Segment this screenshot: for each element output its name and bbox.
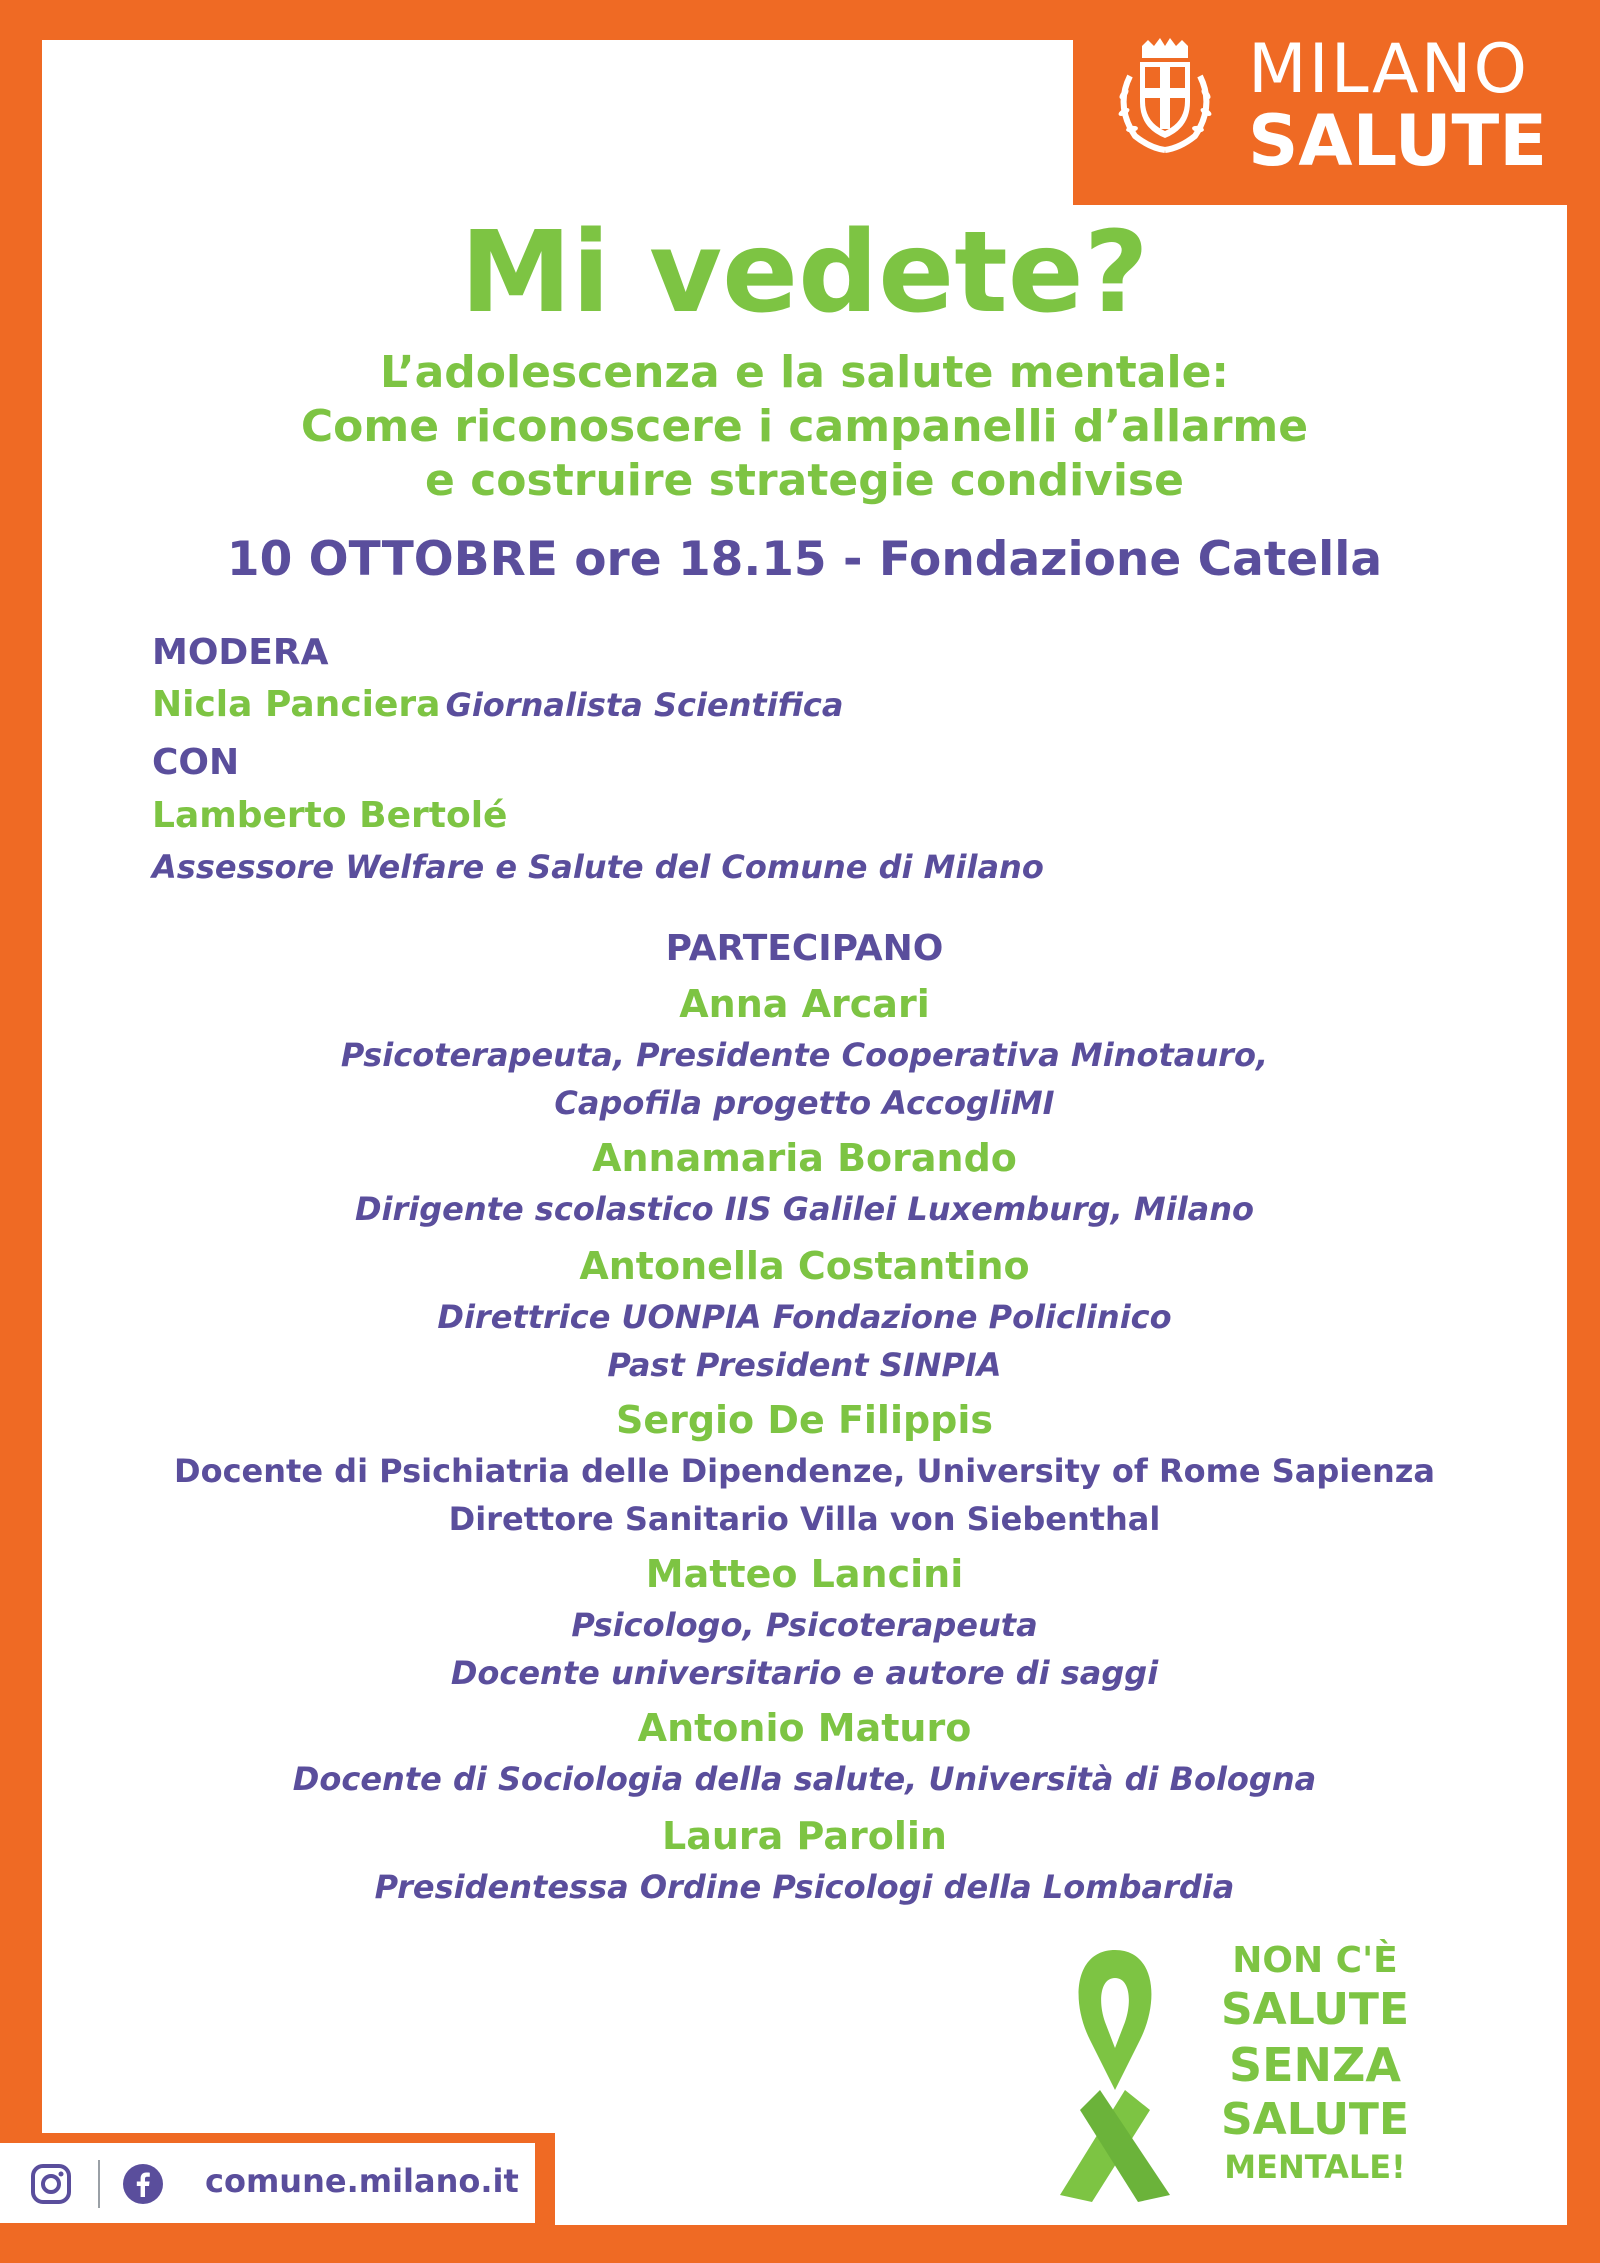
participant-name: Laura Parolin	[662, 1814, 947, 1858]
participant-role: Past President SINPIA	[607, 1346, 1002, 1384]
participant-name: Antonio Maturo	[637, 1706, 972, 1750]
brand-salute: SALUTE	[1248, 100, 1548, 182]
slogan-line-2: SALUTE	[1220, 1984, 1409, 2035]
subtitle-line-3: e costruire strategie condivise	[425, 455, 1184, 506]
with-name: Lamberto Bertolé	[152, 795, 508, 836]
participant-role: Docente di Psichiatria delle Dipendenze, University of Rome Sapienza	[174, 1452, 1435, 1490]
participant-role: Psicoterapeuta, Presidente Cooperativa Minotauro,	[340, 1036, 1269, 1074]
participant-role: Capofila progetto AccogliMI	[554, 1084, 1055, 1122]
participant-role: Docente di Sociologia della salute, Università di Bologna	[292, 1760, 1317, 1798]
participant-role: Psicologo, Psicoterapeuta	[571, 1606, 1038, 1644]
with-role: Assessore Welfare e Salute del Comune di Milano	[152, 848, 1044, 886]
participant-role: Dirigente scolastico IIS Galilei Luxemburg, Milano	[354, 1190, 1255, 1228]
slogan-line-3: SENZA	[1228, 2038, 1401, 2092]
instagram-icon[interactable]	[30, 2163, 72, 2205]
participants-label: PARTECIPANO	[665, 928, 944, 969]
participant-name: Annamaria Borando	[592, 1136, 1017, 1180]
page-title: Mi vedete?	[460, 208, 1149, 338]
participant-name: Antonella Costantino	[579, 1244, 1030, 1288]
moderator-role: Giornalista Scientifica	[445, 686, 844, 724]
facebook-icon[interactable]	[122, 2163, 164, 2205]
milano-crest-icon	[1110, 36, 1220, 154]
participant-role: Direttrice UONPIA Fondazione Policlinico	[437, 1298, 1172, 1336]
event-date-location: 10 OTTOBRE ore 18.15 - Fondazione Catella	[226, 532, 1383, 587]
moderator-line	[152, 684, 843, 725]
separator	[98, 2160, 100, 2208]
brand-milano: MILANO	[1248, 30, 1530, 109]
participant-role: Direttore Sanitario Villa von Siebenthal	[448, 1500, 1161, 1538]
participant-name: Matteo Lancini	[645, 1552, 964, 1596]
website-link[interactable]: comune.milano.it	[205, 2162, 519, 2200]
participant-role: Presidentessa Ordine Psicologi della Lombardia	[374, 1868, 1235, 1906]
awareness-ribbon-icon	[1030, 1940, 1200, 2210]
slogan-line-5: MENTALE!	[1224, 2148, 1406, 2186]
participant-name: Anna Arcari	[679, 982, 930, 1026]
moderator-label: MODERA	[152, 632, 329, 673]
participant-role: Docente universitario e autore di saggi	[450, 1654, 1159, 1692]
participant-name: Sergio De Filippis	[615, 1398, 994, 1442]
subtitle-line-1: L’adolescenza e la salute mentale:	[379, 347, 1230, 398]
slogan-line-1: NON C'È	[1232, 1940, 1398, 1981]
slogan-line-4: SALUTE	[1220, 2094, 1409, 2145]
with-label: CON	[152, 742, 240, 783]
moderator-name: Nicla Panciera	[152, 684, 441, 725]
subtitle-line-2: Come riconoscere i campanelli d’allarme	[300, 401, 1309, 452]
